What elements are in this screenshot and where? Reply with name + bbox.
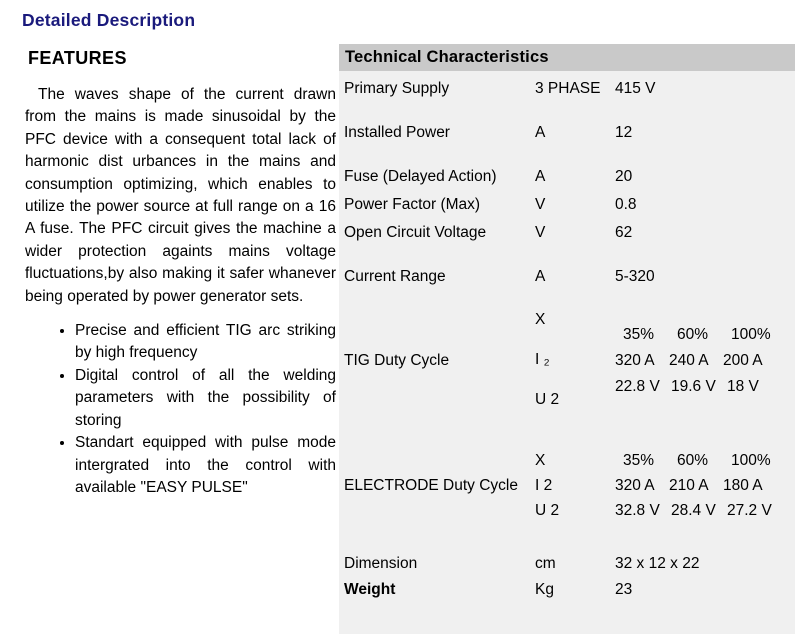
feature-item: • Precise and efficient TIG arc striking by high frequency bbox=[75, 320, 336, 365]
feature-item: • Standart equipped with pulse mode intergrated into the control with available "EASY PULSE" bbox=[75, 432, 336, 499]
electrode-voltage-1: 32.8 V bbox=[615, 502, 660, 519]
electrode-percents-row bbox=[615, 449, 795, 474]
row-unit: cm bbox=[535, 555, 556, 572]
page-title: Detailed Description bbox=[22, 10, 196, 30]
row-unit: A bbox=[535, 168, 546, 185]
tig-value-column bbox=[615, 322, 795, 400]
row-unit: V bbox=[535, 224, 546, 241]
tig-currents-row bbox=[615, 348, 795, 374]
row-label: Weight bbox=[344, 581, 396, 598]
table-row-installed-power bbox=[339, 122, 795, 144]
electrode-pct-100: 100% bbox=[731, 452, 771, 469]
features-paragraph: The waves shape of the current drawn from the mains is made sinusoidal by the PFC device with a consequent total lack of harmonic dist urbances in the mains and consumption optimizing, which enables to utilize the power source at full range on a 16 A fuse. The PFC circuit gives the machine a wider protection againts mains voltage fluctuations,by also making it safer whanever being operated by power generator sets. bbox=[25, 86, 336, 305]
row-label: TIG Duty Cycle bbox=[344, 352, 450, 369]
row-unit: V bbox=[535, 196, 546, 213]
electrode-current-1: 320 A bbox=[615, 477, 655, 494]
row-label: Dimension bbox=[344, 555, 418, 572]
electrode-voltage-3: 27.2 V bbox=[727, 502, 772, 519]
tig-pct-100: 100% bbox=[731, 326, 771, 343]
table-row-fuse bbox=[339, 166, 795, 188]
features-list bbox=[25, 320, 336, 499]
table-row-dimension bbox=[339, 553, 795, 575]
electrode-pct-60: 60% bbox=[677, 452, 709, 469]
row-label: Current Range bbox=[344, 268, 446, 285]
tig-current-1: 320 A bbox=[615, 352, 655, 369]
electrode-voltage-2: 28.4 V bbox=[671, 502, 716, 519]
tig-voltage-3: 18 V bbox=[727, 378, 759, 395]
row-unit: Kg bbox=[535, 581, 554, 598]
table-body bbox=[339, 71, 795, 634]
row-label: Fuse (Delayed Action) bbox=[344, 168, 497, 185]
electrode-unit-x: X bbox=[535, 452, 546, 469]
table-row-weight bbox=[339, 579, 795, 601]
table-row-primary-supply bbox=[339, 78, 795, 100]
table-row-tig-duty-cycle bbox=[339, 305, 795, 417]
row-value: 415 V bbox=[615, 80, 656, 97]
tig-voltages-row bbox=[615, 374, 795, 400]
row-label: Primary Supply bbox=[344, 80, 450, 97]
tig-unit-u2: U 2 bbox=[535, 391, 560, 408]
table-row-open-circuit-voltage bbox=[339, 222, 795, 244]
electrode-current-2: 210 A bbox=[669, 477, 709, 494]
tig-current-3: 200 A bbox=[723, 352, 763, 369]
tig-voltage-2: 19.6 V bbox=[671, 378, 716, 395]
electrode-unit-i2: I 2 bbox=[535, 477, 553, 494]
electrode-voltages-row bbox=[615, 499, 795, 524]
row-unit: A bbox=[535, 124, 546, 141]
table-row-power-factor bbox=[339, 194, 795, 216]
tig-voltage-1: 22.8 V bbox=[615, 378, 660, 395]
row-label: Installed Power bbox=[344, 124, 450, 141]
row-label: ELECTRODE Duty Cycle bbox=[344, 477, 518, 494]
electrode-current-3: 180 A bbox=[723, 477, 763, 494]
electrode-unit-column bbox=[531, 449, 615, 524]
row-value: 23 bbox=[615, 581, 633, 598]
row-value: 20 bbox=[615, 168, 633, 185]
tig-unit-column bbox=[531, 305, 615, 417]
row-value: 0.8 bbox=[615, 196, 637, 213]
features-section bbox=[25, 48, 336, 499]
electrode-value-column bbox=[615, 449, 795, 524]
row-value: 5-320 bbox=[615, 268, 655, 285]
table-row-electrode-duty-cycle bbox=[339, 448, 795, 524]
row-label: Open Circuit Voltage bbox=[344, 224, 487, 241]
row-value: 32 x 12 x 22 bbox=[615, 555, 700, 572]
feature-item: • Digital control of all the welding parameters with the possibility of storing bbox=[75, 365, 336, 432]
row-value: 62 bbox=[615, 224, 633, 241]
row-unit: 3 PHASE bbox=[535, 80, 601, 97]
table-row-current-range bbox=[339, 266, 795, 288]
tig-current-2: 240 A bbox=[669, 352, 709, 369]
row-unit: A bbox=[535, 268, 546, 285]
tig-pct-60: 60% bbox=[677, 326, 709, 343]
electrode-pct-35: 35% bbox=[623, 452, 655, 469]
features-heading: FEATURES bbox=[28, 48, 127, 68]
tig-unit-i2: I ₂ bbox=[535, 351, 550, 368]
tig-pct-35: 35% bbox=[623, 326, 655, 343]
technical-characteristics-table bbox=[339, 44, 795, 634]
table-header: Technical Characteristics bbox=[339, 44, 795, 71]
tig-unit-x: X bbox=[535, 311, 546, 328]
row-value: 12 bbox=[615, 124, 633, 141]
electrode-unit-u2: U 2 bbox=[535, 502, 560, 519]
row-label: Power Factor (Max) bbox=[344, 196, 481, 213]
electrode-currents-row bbox=[615, 474, 795, 499]
tig-percents-row bbox=[615, 322, 795, 348]
